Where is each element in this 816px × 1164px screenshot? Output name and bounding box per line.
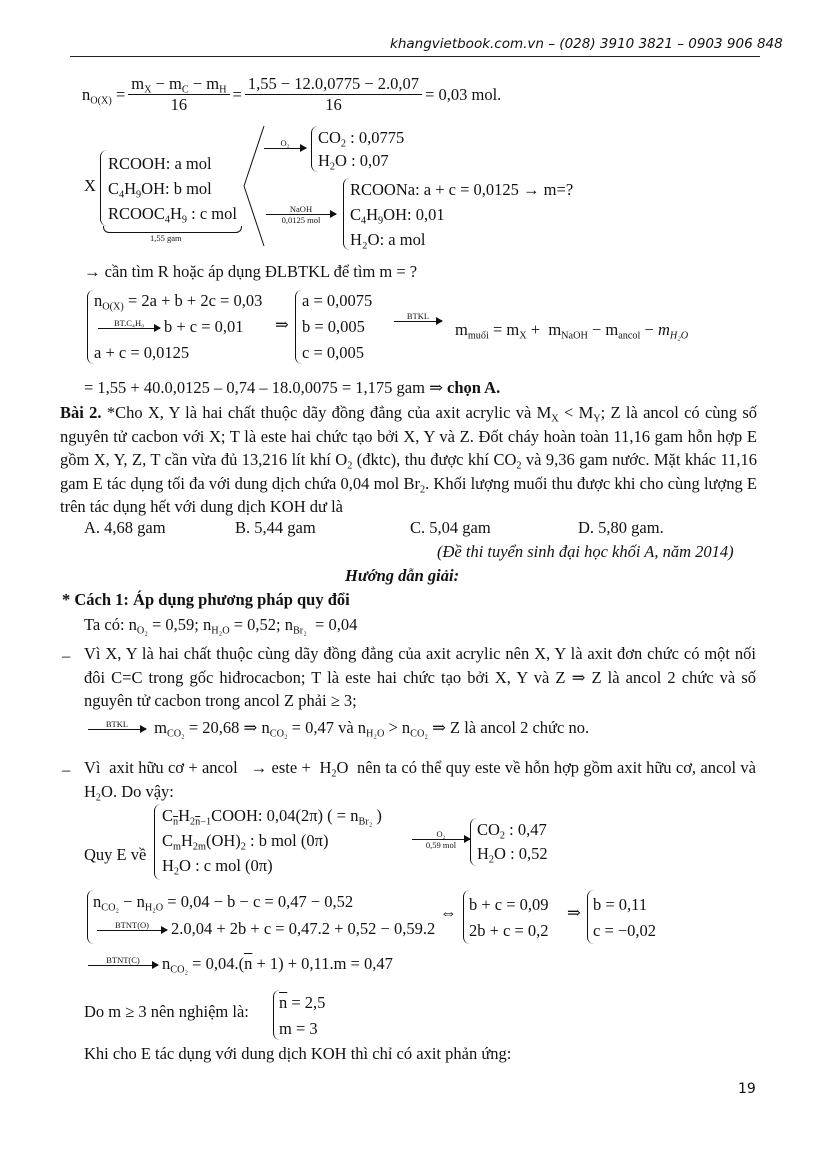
- bullet-dash-2: –: [62, 760, 71, 779]
- header-rule: [70, 56, 760, 57]
- brace-x: [100, 150, 107, 226]
- problem-2-label: Bài 2.: [60, 403, 102, 422]
- sol-a: a = 0,0075: [302, 291, 373, 310]
- conclusion-values: $\overline{n} = 2,5$ m = 3: [279, 993, 326, 1038]
- solution-heading: Hướng dẫn giải:: [345, 566, 460, 585]
- brace-system1: [87, 290, 94, 364]
- btkl-line: BTKL $m_{CO_2} = 20,68$ ⇒ $n_{CO_2} = 0,47$ và $n_{H_2O} > n_{CO_2}$ ⇒ Z là ancol 2 chức no.: [84, 718, 589, 740]
- burn-products: [318, 126, 404, 172]
- system2-mid: b + c = 0,09 2b + c = 0,2: [469, 895, 549, 940]
- naoh-arrow: NaOH 0,0125 mol: [262, 203, 340, 225]
- system1-solutions: [302, 288, 372, 366]
- sol-c: c = 0,005: [302, 343, 365, 362]
- system2-equations: [93, 888, 435, 942]
- answer-choice: chọn A.: [447, 378, 501, 397]
- n-ox-label: $n_{O(X)}$ =: [82, 84, 126, 107]
- system1-eq1: $n_{O(X)} = 2a + b + 2c = 0,03$: [94, 291, 263, 313]
- given-values: Ta có: $n_{O_2} = 0,59$; $n_{H_2O} = 0,52$; $n_{Br_2} = 0,04$: [84, 615, 358, 637]
- product-h2o: $H_2O$ : 0,07: [318, 151, 389, 173]
- bullet-dash-1: –: [62, 646, 71, 665]
- component-water: $H_2O$ : c mol (0π): [162, 856, 273, 878]
- option-d: D. 5,80 gam.: [578, 518, 664, 537]
- option-c: C. 5,04 gam: [410, 518, 491, 537]
- naoh-products: [350, 177, 573, 252]
- o2-arrow: O₂: [260, 137, 310, 159]
- system2-eq1: $n_{CO_2} - n_{H_2O} = 0,04 - b - c = 0,47 - 0,52$: [93, 892, 354, 914]
- product-rcoona: RCOONa: a + c = 0,0125 → m=?: [350, 180, 574, 199]
- btkl-arrow: BTKL: [390, 310, 446, 332]
- product-water: H₂O: a mol: [350, 230, 426, 249]
- option-a: A. 4,68 gam: [84, 518, 166, 537]
- conclusion-text: Do m ≥ 3 nên nghiệm là:: [84, 1002, 249, 1021]
- mass-label: 1,55 gam: [150, 233, 182, 243]
- fraction-numeric: $\frac{1,55 - 12.0,0775 - 2.0,07}{16}$: [245, 74, 422, 115]
- product-co2: $CO_2$ : 0,0775: [318, 128, 405, 150]
- system1-eq3: a + c = 0,0125: [94, 343, 190, 362]
- component-diol: $C_mH_{2m}(OH)_2$ : b mol (0π): [162, 831, 329, 853]
- page-header: khangvietbook.com.vn – (028) 3910 3821 – 0903 906 848: [390, 36, 783, 52]
- quy-e-products: $CO_2$ : 0,47 $H_2O$ : 0,52: [477, 820, 548, 866]
- x-components: [108, 151, 237, 226]
- brace-quy-e: [154, 804, 161, 880]
- underbrace: [103, 226, 242, 233]
- page-number: 19: [738, 1081, 756, 1097]
- result-line: = 1,55 + 40.0,0125 – 0,74 – 18.0,0075 = 1,175 gam ⇒ chọn A.: [84, 378, 501, 397]
- problem-2-text: *Cho X, Y là hai chất thuộc dãy đồng đẳng của axit acrylic và $M_X < M_Y$; Z là ancol có cùng số nguyên tử cacbon với X; T là este hai chức tạo bởi X, Y và Z. Đốt cháy hoàn toàn 11,16 gam hỗn hợp E gồm X, Y, Z, T cần vừa đủ 13,216 lít khí $O_2$ (đktc), thu được khí $CO_2$ và 9,36 gam nước. Mặt khác 11,16 gam E tác dụng tối đa với dung dịch chứa 0,04 mol $Br_2$. Khối lượng muối thu được khi cho cùng lượng E trên tác dụng hết với dung dịch KOH dư là: [60, 403, 758, 516]
- quy-e-label: Quy E về: [84, 845, 147, 864]
- system2-eq2: BTNT(O) 2.0,04 + 2b + c = 0,47.2 + 0,52 − 0,59.2: [93, 915, 435, 942]
- x-label: X: [84, 176, 96, 195]
- fraction-symbolic: $\frac{m_X - m_C - m_H}{16}$: [128, 74, 229, 115]
- reasoning-paragraph-2: Vì axit hữu cơ + ancol → este + $H_2O$ nên ta có thể quy este về hỗn hợp gồm axit hữu cơ, ancol và $H_2O$. Do vậy:: [84, 758, 757, 804]
- last-line: Khi cho E tác dụng với dung dịch KOH thì chỉ có axit phản ứng:: [84, 1044, 512, 1063]
- implies-1: ⇒: [275, 315, 289, 334]
- note-find-r: → cần tìm R hoặc áp dụng ĐLBTKL để tìm m = ?: [84, 262, 418, 281]
- source-citation: (Đề thi tuyển sinh đại học khối A, năm 2014): [437, 542, 734, 561]
- system1-equations: [94, 288, 262, 366]
- sol-b: b = 0,005: [302, 317, 365, 336]
- component-butanol: $C_4H_9OH$: b mol: [108, 179, 212, 201]
- reasoning-paragraph-1: Vì X, Y là hai chất thuộc cùng dãy đồng đẳng của axit acrylic nên X, Y là axit đơn chức có một nối đôi C=C trong gốc hiđrocacbon; T là este hai chức tạo bởi X, Y và Z ⇒ Z là ancol 2 chức và số nguyên tử cacbon trong ancol Z phải ≥ 3;: [84, 644, 756, 710]
- implies-2: ⇒: [567, 903, 581, 922]
- brace-solutions1: [295, 290, 302, 364]
- component-acid: $C_{\overline{n}}H_{2\overline{n}-1}COOH$: 0,04(2π) ( = $n_{Br_2}$ ): [162, 806, 382, 828]
- brace-quy-e-products: [470, 818, 477, 866]
- brace-burn: [311, 126, 318, 172]
- method-title: * Cách 1: Áp dụng phương pháp quy đổi: [62, 590, 350, 609]
- quy-e-o2-arrow: O₂ 0,59 mol: [408, 828, 474, 850]
- mass-balance-expression: $m_{muối} = m_X + m_{NaOH} - m_{ancol} - m_{H_2O}$: [455, 320, 689, 342]
- equiv-symbol: ⇔: [440, 903, 457, 922]
- product-butanol: $C_4H_9OH$: 0,01: [350, 205, 445, 227]
- brace-naoh: [343, 178, 350, 250]
- component-ester: $RCOOC_4H_9$ : c mol: [108, 204, 237, 226]
- system2-solutions: b = 0,11 c = −0,02: [593, 895, 657, 940]
- option-b: B. 5,44 gam: [235, 518, 316, 537]
- btnt-c-line: BTNT(C) $n_{CO_2} = 0,04.(\overline{n} + 1) + 0,11.m = 0,47$: [84, 954, 393, 976]
- system1-eq2: BT.C₄H₉ b + c = 0,01: [94, 314, 262, 340]
- quy-e-components: [162, 803, 382, 878]
- problem-2: [60, 401, 757, 519]
- component-rcooh: RCOOH: a mol: [108, 154, 212, 173]
- oxygen-mole-equation: $n_{O(X)}$ = $\frac{m_X - m_C - m_H}{16}$ = $\frac{1,55 - 12.0,0775 - 2.0,07}{16}$ = 0,03 mol.: [82, 74, 502, 114]
